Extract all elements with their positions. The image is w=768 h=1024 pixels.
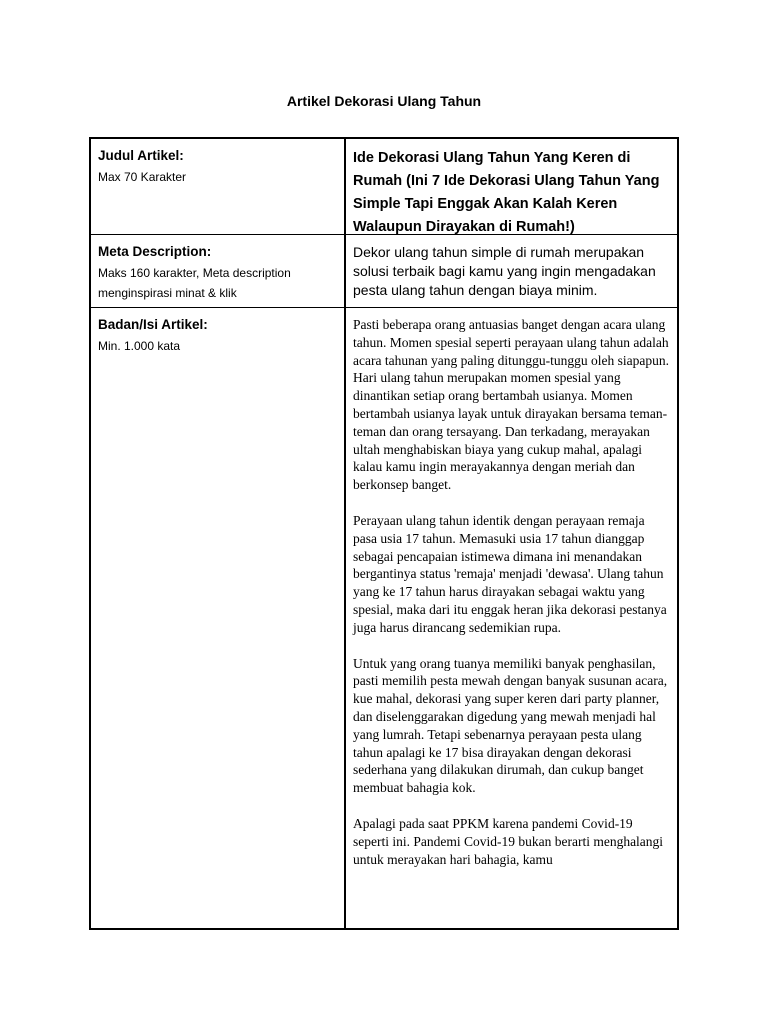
- judul-value: Ide Dekorasi Ulang Tahun Yang Keren di Rumah (Ini 7 Ide Dekorasi Ulang Tahun Yang Simple Tapi Enggak Akan Kalah Keren Walaupun Dirayakan di Rumah!): [353, 150, 660, 234]
- meta-label-cell: [91, 235, 346, 307]
- badan-hint: Min. 1.000 kata: [98, 339, 181, 353]
- article-table: [89, 137, 679, 930]
- meta-hint: Maks 160 karakter, Meta description menginspirasi minat & klik: [98, 266, 291, 300]
- meta-label: Meta Description:: [98, 244, 212, 259]
- judul-label-cell: [91, 139, 346, 234]
- badan-body: [353, 316, 671, 868]
- table-row-badan: [91, 308, 677, 928]
- meta-value: Dekor ulang tahun simple di rumah merupakan solusi terbaik bagi kamu yang ingin mengadakan pesta ulang tahun dengan biaya minim.: [353, 244, 656, 298]
- body-paragraph-4: Apalagi pada saat PPKM karena pandemi Covid-19 seperti ini. Pandemi Covid-19 bukan berarti menghalangi untuk merayakan hari bahagia, kamu: [353, 815, 664, 867]
- judul-hint: Max 70 Karakter: [98, 170, 187, 184]
- judul-value-cell: [346, 139, 677, 234]
- table-row-meta: [91, 235, 677, 308]
- body-paragraph-1: Pasti beberapa orang antuasias banget dengan acara ulang tahun. Momen spesial seperti perayaan ulang tahun adalah acara tahunan yang paling ditunggu-tunggu oleh siapapun. Hari ulang tahun merupakan momen spesial yang dinantikan setiap orang bertambah usianya. Momen bertambah usianya layak untuk dirayakan bersama teman-teman dan orang tersayang. Dan terkadang, merayakan ultah menghabiskan biaya yang cukup mahal, apalagi kalau kamu ingin merayakannya dengan meriah dan berkonsep banget.: [353, 317, 670, 493]
- judul-label: Judul Artikel:: [98, 148, 184, 163]
- badan-label-cell: [91, 308, 346, 928]
- body-paragraph-2: Perayaan ulang tahun identik dengan perayaan remaja pasa usia 17 tahun. Memasuki usia 17 tahun dianggap sebagai pencapaian istimewa dimana ini menandakan bergantinya status 'remaja' menjadi 'dewasa'. Ulang tahun yang ke 17 tahun harus dirayakan sebagai waktu yang spesial, maka dari itu enggak heran jika dekorasi pestanya juga harus dirancang sedemikian rupa.: [353, 512, 667, 635]
- meta-value-cell: [346, 235, 677, 307]
- badan-value-cell: [346, 308, 677, 928]
- document-title: Artikel Dekorasi Ulang Tahun: [286, 93, 482, 109]
- badan-label: Badan/Isi Artikel:: [98, 317, 208, 332]
- table-row-judul: [91, 139, 677, 235]
- body-paragraph-3: Untuk yang orang tuanya memiliki banyak penghasilan, pasti memilih pesta mewah dengan banyak susunan acara, kue mahal, dekorasi yang super keren dari party planner, dan diselenggarakan digedung yang mewah menjadi hal yang lumrah. Tetapi sebenarnya perayaan pesta ulang tahun apalagi ke 17 bisa dirayakan dengan dekorasi sederhana yang dilakukan dirumah, dan cukup banget membuat bahagia kok.: [353, 655, 668, 796]
